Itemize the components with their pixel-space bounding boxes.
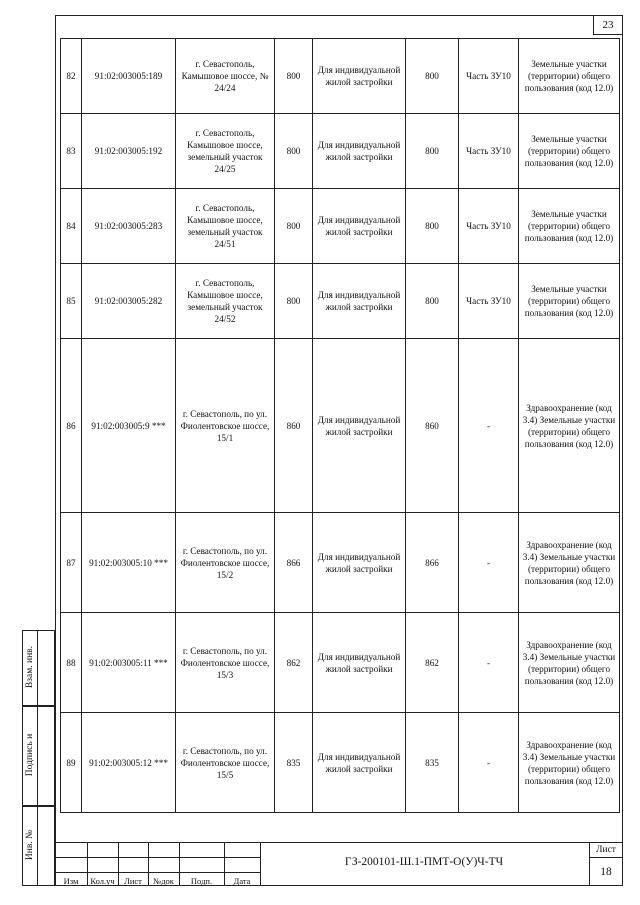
area-value-cell: 800 <box>406 39 459 114</box>
row-number-cell: 87 <box>61 513 82 613</box>
cadastral-number-cell: 91:02:003005:10 *** <box>82 513 176 613</box>
area-value-cell: 800 <box>406 264 459 339</box>
permitted-use-cell: Для индивидуальной жилой застройки <box>313 613 406 713</box>
top-page-number: 23 <box>593 15 623 35</box>
row-number-cell: 84 <box>61 189 82 264</box>
address-cell: г. Севастополь, Камышовое шоссе, земельный участок 24/51 <box>176 189 275 264</box>
permitted-use-cell: Для индивидуальной жилой застройки <box>313 264 406 339</box>
area-cell: 860 <box>275 339 313 513</box>
table-row <box>61 713 620 813</box>
zone-type-cell: Земельные участки (территории) общего пользования (код 12.0) <box>519 39 620 114</box>
sidebar-podpis-label: Подпись и <box>25 733 35 777</box>
area-value-cell: 860 <box>406 339 459 513</box>
stamp-label-list: Лист <box>124 876 142 886</box>
area-cell: 862 <box>275 613 313 713</box>
address-cell: г. Севастополь, по ул. Фиолентовское шоссе, 15/2 <box>176 513 275 613</box>
plot-part-cell: - <box>459 339 519 513</box>
zone-type-cell: Земельные участки (территории) общего пользования (код 12.0) <box>519 189 620 264</box>
cadastral-number-cell: 91:02:003005:283 <box>82 189 176 264</box>
table-row <box>61 339 620 513</box>
address-cell: г. Севастополь, Камышовое шоссе, земельный участок 24/52 <box>176 264 275 339</box>
table-row <box>61 264 620 339</box>
area-value-cell: 800 <box>406 189 459 264</box>
address-cell: г. Севастополь, по ул. Фиолентовское шоссе, 15/3 <box>176 613 275 713</box>
cadastral-number-cell: 91:02:003005:192 <box>82 114 176 189</box>
plot-part-cell: Часть ЗУ10 <box>459 264 519 339</box>
stamp-label-data: Дата <box>233 876 251 886</box>
row-number-cell: 85 <box>61 264 82 339</box>
zone-type-cell: Здравоохранение (код 3.4) Земельные участки (территории) общего пользования (код 12.0) <box>519 513 620 613</box>
row-number-cell: 86 <box>61 339 82 513</box>
address-cell: г. Севастополь, Камышовое шоссе, № 24/24 <box>176 39 275 114</box>
sidebar-vzam-label: Взам. инв. <box>25 645 35 689</box>
zone-type-cell: Земельные участки (территории) общего пользования (код 12.0) <box>519 264 620 339</box>
area-cell: 800 <box>275 264 313 339</box>
plot-part-cell: Часть ЗУ10 <box>459 114 519 189</box>
sheet-label: Лист <box>596 845 616 855</box>
table-row <box>61 114 620 189</box>
plot-part-cell: Часть ЗУ10 <box>459 189 519 264</box>
plot-part-cell: - <box>459 713 519 813</box>
table-row <box>61 513 620 613</box>
permitted-use-cell: Для индивидуальной жилой застройки <box>313 713 406 813</box>
stamp-label-izm: Изм <box>63 876 79 886</box>
permitted-use-cell: Для индивидуальной жилой застройки <box>313 339 406 513</box>
plot-part-cell: Часть ЗУ10 <box>459 39 519 114</box>
address-cell: г. Севастополь, по ул. Фиолентовское шоссе, 15/5 <box>176 713 275 813</box>
cadastral-number-cell: 91:02:003005:189 <box>82 39 176 114</box>
document-code: ГЗ-200101-Ш.1-ПМТ-О(У)Ч-ТЧ <box>344 856 504 868</box>
address-cell: г. Севастополь, по ул. Фиолентовское шоссе, 15/1 <box>176 339 275 513</box>
zone-type-cell: Здравоохранение (код 3.4) Земельные участки (территории) общего пользования (код 12.0) <box>519 713 620 813</box>
zone-type-cell: Земельные участки (территории) общего пользования (код 12.0) <box>519 114 620 189</box>
area-cell: 800 <box>275 39 313 114</box>
cadastral-number-cell: 91:02:003005:282 <box>82 264 176 339</box>
row-number-cell: 83 <box>61 114 82 189</box>
permitted-use-cell: Для индивидуальной жилой застройки <box>313 39 406 114</box>
plot-part-cell: - <box>459 513 519 613</box>
cadastral-number-cell: 91:02:003005:11 *** <box>82 613 176 713</box>
area-value-cell: 835 <box>406 713 459 813</box>
zone-type-cell: Здравоохранение (код 3.4) Земельные участки (территории) общего пользования (код 12.0) <box>519 339 620 513</box>
stamp-label-podp: Подп. <box>190 876 213 886</box>
table-row <box>61 39 620 114</box>
sidebar-inv-label: Инв. № <box>25 829 35 861</box>
row-number-cell: 88 <box>61 613 82 713</box>
permitted-use-cell: Для индивидуальной жилой застройки <box>313 513 406 613</box>
stamp-label-koluch: Кол.уч <box>90 876 115 886</box>
cadastral-number-cell: 91:02:003005:9 *** <box>82 339 176 513</box>
area-cell: 835 <box>275 713 313 813</box>
area-cell: 800 <box>275 189 313 264</box>
area-cell: 866 <box>275 513 313 613</box>
permitted-use-cell: Для индивидуальной жилой застройки <box>313 114 406 189</box>
zone-type-cell: Здравоохранение (код 3.4) Земельные участки (территории) общего пользования (код 12.0) <box>519 613 620 713</box>
area-cell: 800 <box>275 114 313 189</box>
row-number-cell: 82 <box>61 39 82 114</box>
area-value-cell: 862 <box>406 613 459 713</box>
land-plots-table <box>60 38 620 813</box>
table-row <box>61 189 620 264</box>
row-number-cell: 89 <box>61 713 82 813</box>
table-row <box>61 613 620 713</box>
plot-part-cell: - <box>459 613 519 713</box>
stamp-label-ndok: №док <box>153 876 174 886</box>
permitted-use-cell: Для индивидуальной жилой застройки <box>313 189 406 264</box>
sheet-number: 18 <box>600 866 612 878</box>
cadastral-number-cell: 91:02:003005:12 *** <box>82 713 176 813</box>
address-cell: г. Севастополь, Камышовое шоссе, земельный участок 24/25 <box>176 114 275 189</box>
area-value-cell: 866 <box>406 513 459 613</box>
area-value-cell: 800 <box>406 114 459 189</box>
